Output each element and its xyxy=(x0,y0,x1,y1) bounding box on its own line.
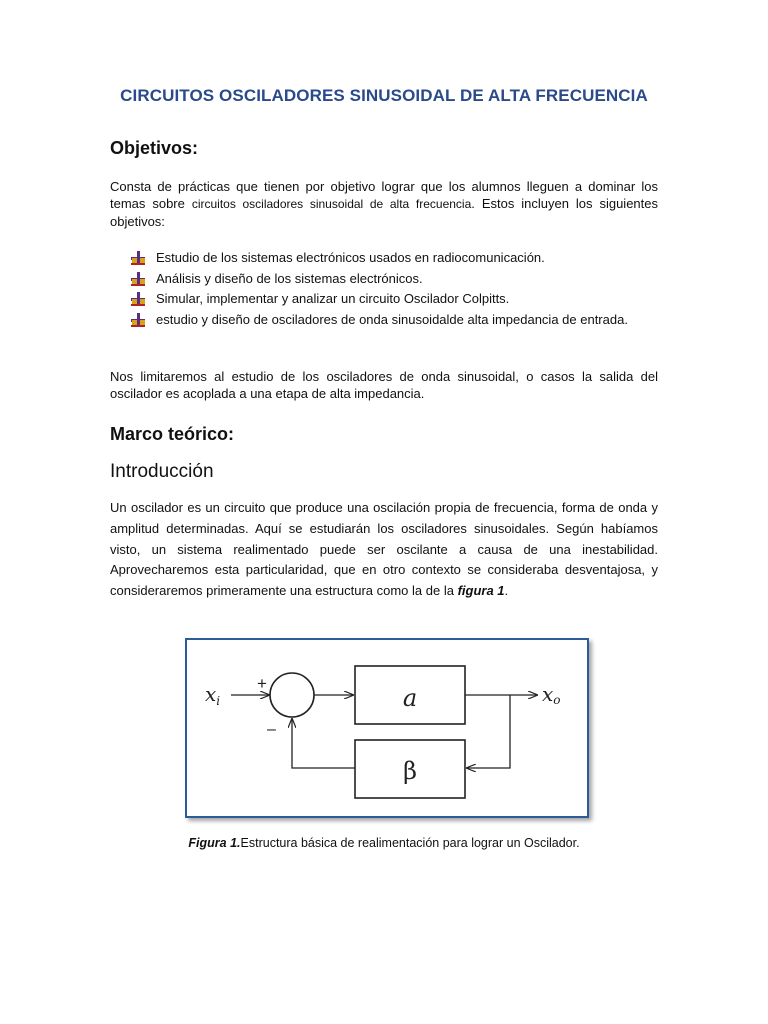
bullet-plus-icon xyxy=(130,312,146,328)
list-item xyxy=(130,289,658,310)
objetivos-paragraph xyxy=(110,178,658,230)
objetivos-heading: Objetivos: xyxy=(110,138,199,158)
bullet-plus-icon xyxy=(130,291,146,307)
output-label: xo xyxy=(542,682,561,707)
forward-block-label: a xyxy=(402,684,418,712)
objetivos-text-2: . Estos incluyen los siguientes objetivos: xyxy=(110,196,658,229)
limit-paragraph: Nos limitaremos al estudio de los osciladores de onda sinusoidal, o casos la salida del oscilador es acoplada a una etapa de alta impedancia. xyxy=(110,369,658,401)
feedback-diagram-frame xyxy=(185,638,589,818)
list-item xyxy=(130,310,658,331)
figure-caption-text: Estructura básica de realimentación para lograr un Oscilador. xyxy=(240,836,580,850)
bullet-text: estudio y diseño de osciladores de onda sinusoidalde alta impedancia de entrada. xyxy=(156,311,628,327)
minus-sign: – xyxy=(267,721,276,738)
objetivos-emphasis: circuitos osciladores sinusoidal de alta frecuencia xyxy=(191,197,472,211)
list-item xyxy=(130,248,658,269)
feedback-path-in xyxy=(467,695,510,768)
bullet-plus-icon xyxy=(130,250,146,266)
bullet-text: Estudio de los sistemas electrónicos usados en radiocomunicación. xyxy=(156,250,545,265)
figure-caption-label: Figura 1. xyxy=(188,836,241,850)
bullet-text: Análisis y diseño de los sistemas electrónicos. xyxy=(156,270,423,286)
introduccion-paragraph xyxy=(110,498,658,602)
plus-sign: + xyxy=(257,674,267,693)
feedback-path-out xyxy=(292,719,355,768)
figure-caption xyxy=(0,836,768,850)
figure-reference: figura 1 xyxy=(457,583,505,599)
document-title: CIRCUITOS OSCILADORES SINUSOIDAL DE ALTA FRECUENCIA xyxy=(120,86,648,105)
intro-text: Un oscilador es un circuito que produce una oscilación propia de frecuencia, forma de onda y amplitud determinadas. Aquí se estudiarán los osciladores sinusoidales. Según habíamos visto, un sistema realimentado puede ser oscilante a causa de una inestabilidad. Aprovecharemos esta particularidad, que en otro contexto se consideraba desventajosa, y consideraremos primeramente una estructura como la de la xyxy=(110,500,658,599)
intro-end: . xyxy=(504,583,509,599)
objetivos-text-1: Consta de prácticas que tienen por objetivo lograr que los alumnos lleguen a dominar los temas sobre xyxy=(110,179,658,211)
feedback-diagram xyxy=(187,640,587,816)
introduccion-heading: Introducción xyxy=(110,461,214,482)
bullet-plus-icon xyxy=(130,271,146,287)
bullet-text: Simular, implementar y analizar un circuito Oscilador Colpitts. xyxy=(156,291,510,306)
feedback-block-label: β xyxy=(403,757,417,785)
summing-junction xyxy=(270,673,314,717)
input-label: $x_i$ xyxy=(205,682,221,708)
objetivos-list xyxy=(130,248,658,330)
list-item xyxy=(130,269,658,290)
marco-teorico-heading: Marco teórico: xyxy=(110,424,235,444)
